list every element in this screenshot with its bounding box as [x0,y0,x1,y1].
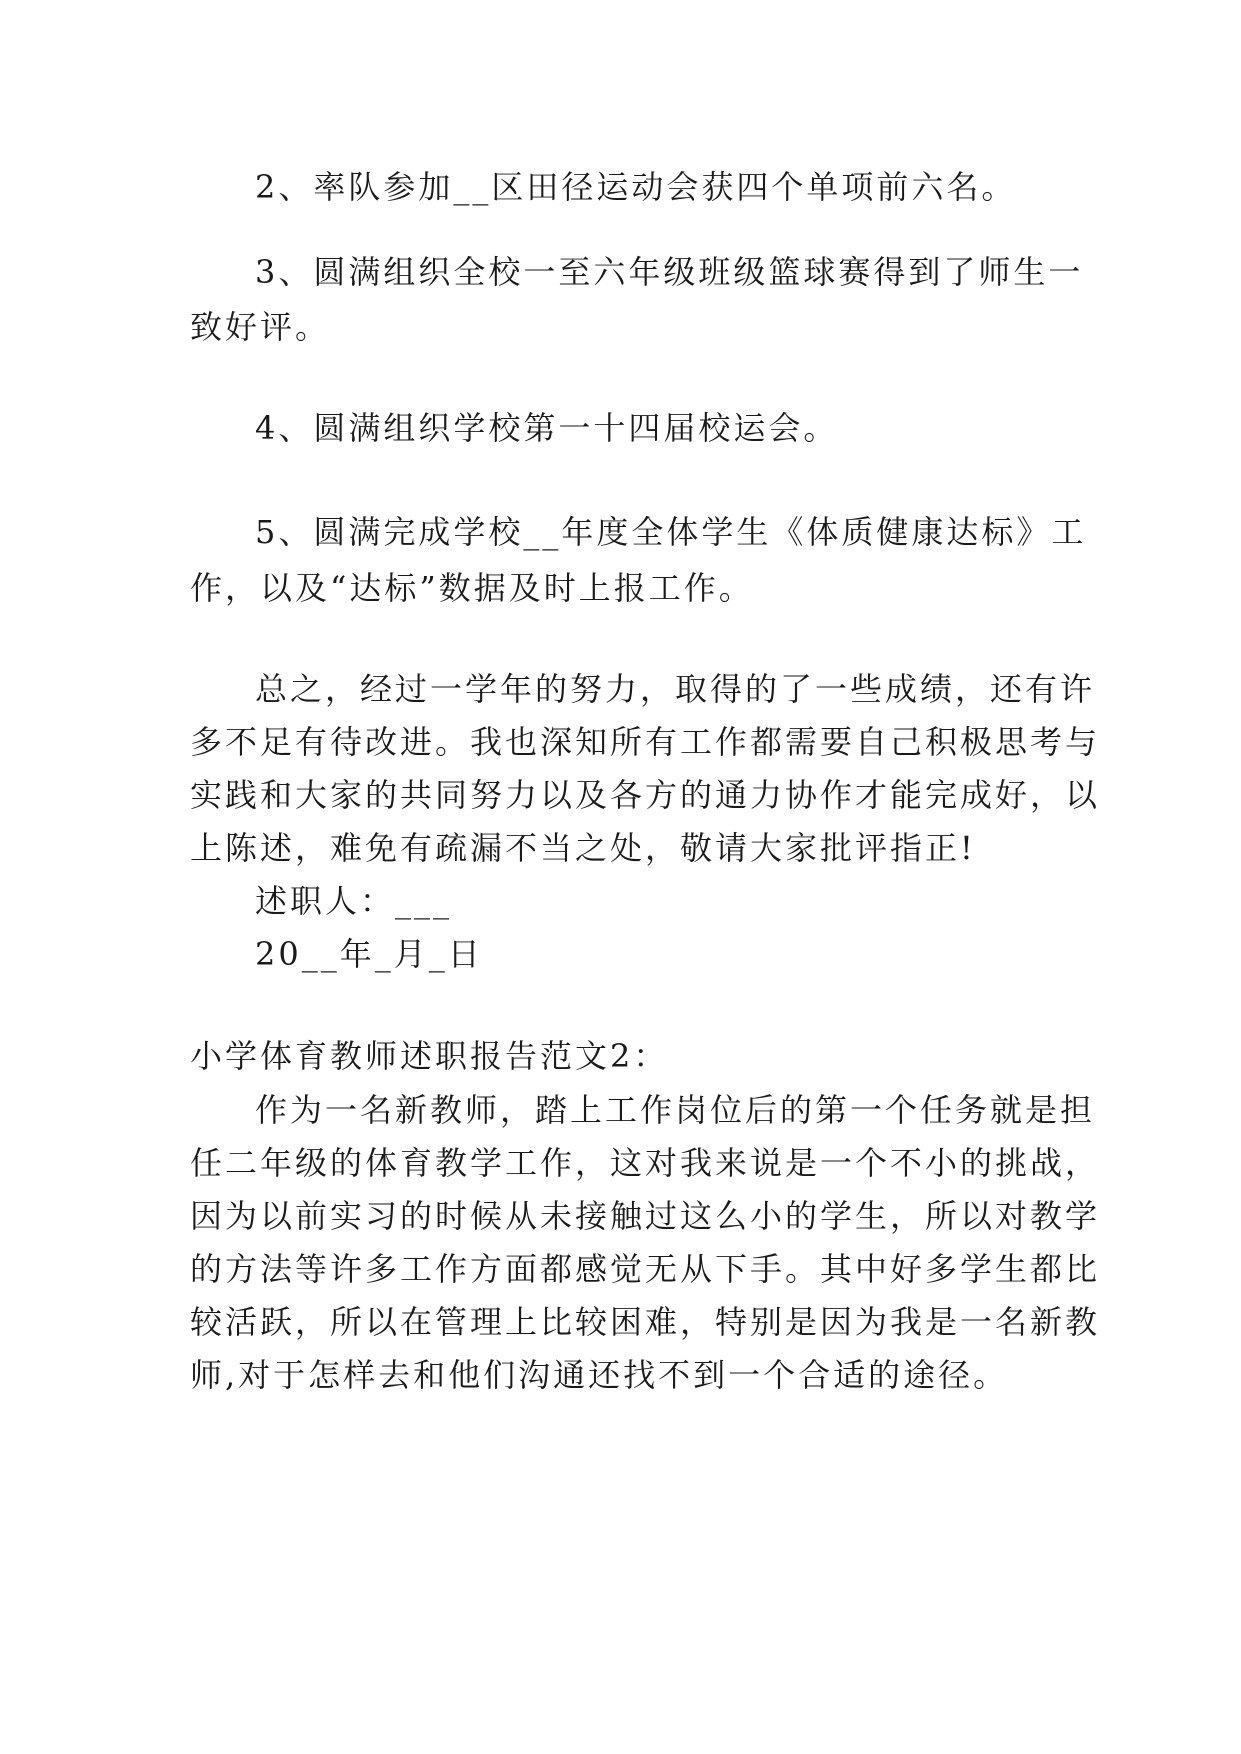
list-item-2: 2、率队参加__区田径运动会获四个单项前六名。 [255,168,1017,206]
section-2-line-4: 的方法等许多工作方面都感觉无从下手。其中好多学生都比 [190,1250,1101,1288]
summary-line-2: 多不足有待改进。我也深知所有工作都需要自己积极思考与 [190,723,1101,761]
list-item-3: 3、圆满组织全校一至六年级班级篮球赛得到了师生一 [255,253,1084,291]
summary-line-4: 上陈述，难免有疏漏不当之处，敬请大家批评指正! [190,829,976,867]
summary-line-1: 总之，经过一学年的努力，取得的了一些成绩，还有许 [255,670,1096,708]
section-2-heading: 小学体育教师述职报告范文2： [190,1037,669,1075]
list-item-5: 5、圆满完成学校__年度全体学生《体质健康达标》工 [255,513,1087,551]
section-2-line-2: 任二年级的体育教学工作，这对我来说是一个不小的挑战， [190,1144,1101,1182]
section-2-line-6: 师,对于怎样去和他们沟通还找不到一个合适的途径。 [190,1356,1009,1394]
list-item-4: 4、圆满组织学校第一十四届校运会。 [255,409,839,447]
list-item-5-continued: 作，以及“达标”数据及时上报工作。 [190,569,754,607]
reporter-signature: 述职人：___ [255,882,453,920]
section-2-line-1: 作为一名新教师，踏上工作岗位后的第一个任务就是担 [255,1091,1096,1129]
section-2-line-3: 因为以前实习的时候从未接触过这么小的学生，所以对教学 [190,1197,1101,1235]
summary-line-3: 实践和大家的共同努力以及各方的通力协作才能完成好，以 [190,776,1101,814]
section-2-line-5: 较活跃，所以在管理上比较困难，特别是因为我是一名新教 [190,1303,1101,1341]
report-date: 20__年_月_日 [255,935,483,973]
list-item-3-continued: 致好评。 [190,308,331,346]
